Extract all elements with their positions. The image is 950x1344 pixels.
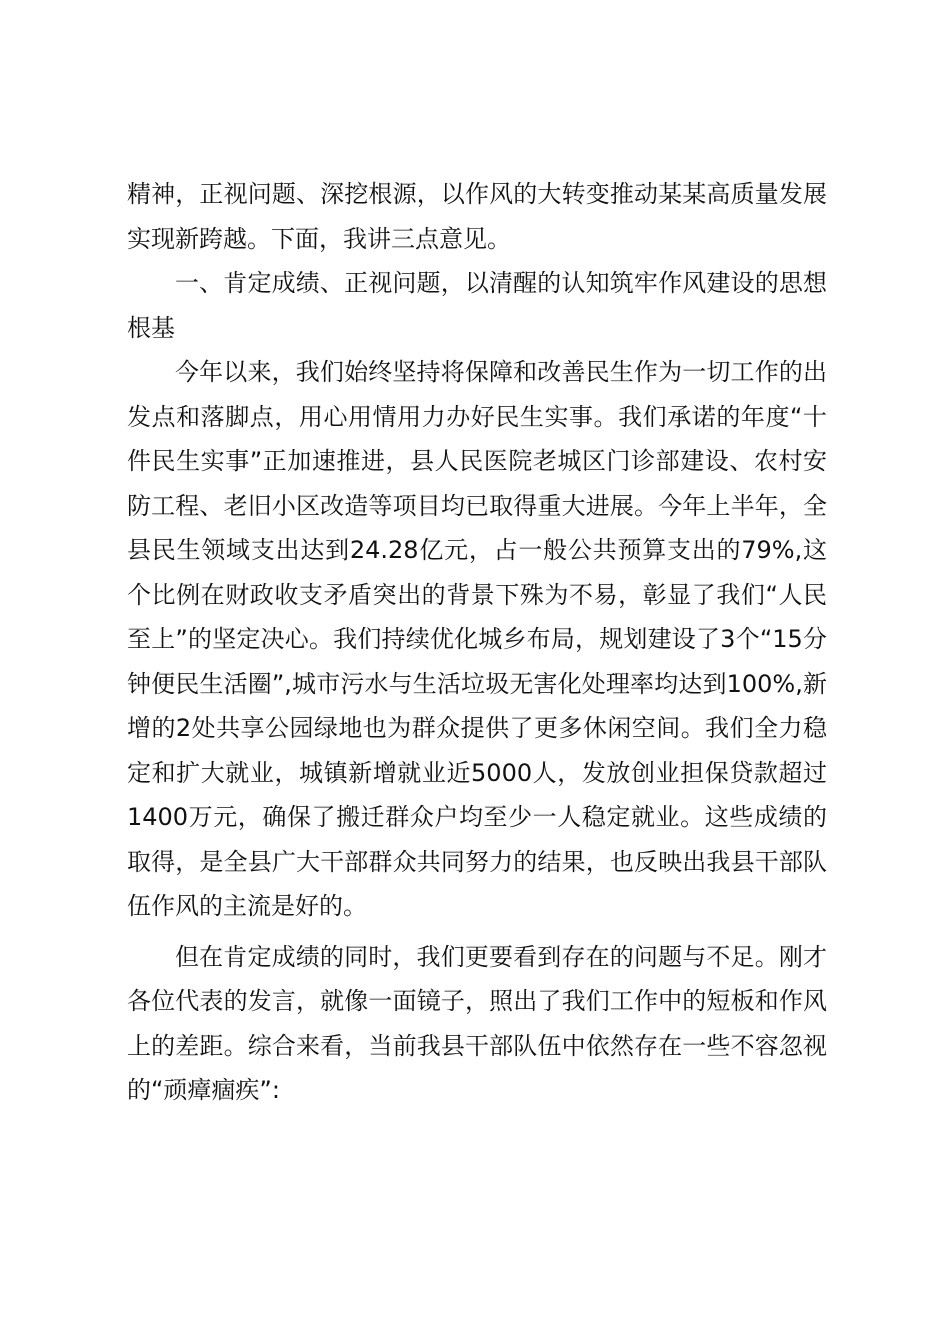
- paragraph-achievements: 今年以来，我们始终坚持将保障和改善民生作为一切工作的出发点和落脚点，用心用情用力办好民生实事。我们承诺的年度“十件民生实事”正加速推进，县人民医院老城区门诊部建设、农村安防工程、老旧小区改造等项目均已取得重大进展。今年上半年，全县民生领域支出达到24.28亿元，占一般公共预算支出的79%,这个比例在财政收支矛盾突出的背景下殊为不易，彰显了我们“人民至上”的坚定决心。我们持续优化城乡布局，规划建设了3个“15分钟便民生活圈”,城市污水与生活垃圾无害化处理率均达到100%,新增的2处共享公园绿地也为群众提供了更多休闲空间。我们全力稳定和扩大就业，城镇新增就业近5000人，发放创业担保贷款超过1400万元，确保了搬迁群众户均至少一人稳定就业。这些成绩的取得，是全县广大干部群众共同努力的结果，也反映出我县干部队伍作风的主流是好的。: [127, 358, 827, 920]
- paragraph-problems: 但在肯定成绩的同时，我们更要看到存在的问题与不足。刚才各位代表的发言，就像一面镜子，照出了我们工作中的短板和作风上的差距。综合来看，当前我县干部队伍中依然存在一些不容忽视的“顽瘴痼疾”:: [127, 942, 827, 1104]
- paragraph-continuation: 精神，正视问题、深挖根源，以作风的大转变推动某某高质量发展实现新跨越。下面，我讲三点意见。: [127, 180, 827, 253]
- section-heading: 一、肯定成绩、正视问题，以清醒的认知筑牢作风建设的思想根基: [127, 269, 827, 342]
- document-body: [127, 172, 827, 1113]
